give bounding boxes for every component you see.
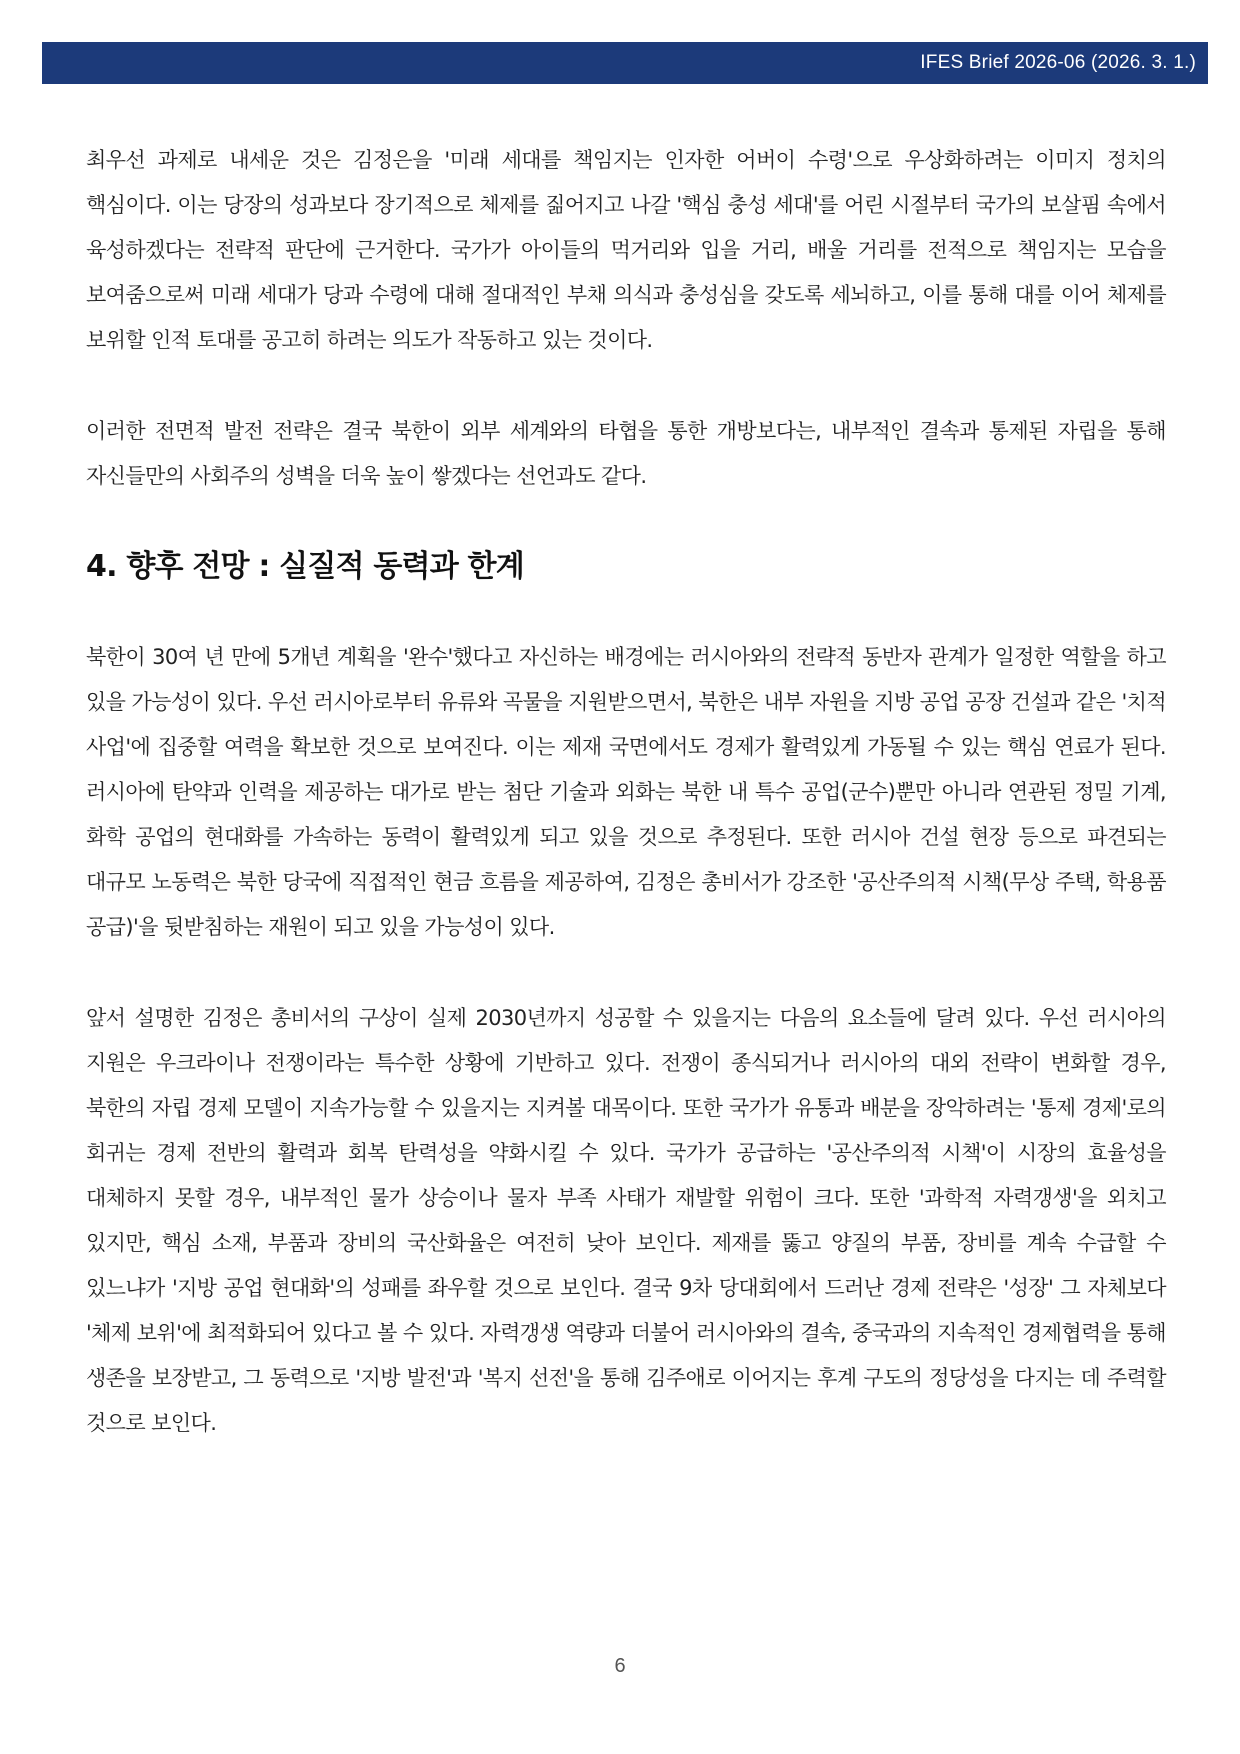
- header-bar: [42, 42, 1208, 84]
- body-paragraph: 이러한 전면적 발전 전략은 결국 북한이 외부 세계와의 타협을 통한 개방보다는, 내부적인 결속과 통제된 자립을 통해 자신들만의 사회주의 성벽을 더욱 높이 쌓겠다는 선언과도 같다.: [86, 419, 1166, 488]
- body-paragraph: 최우선 과제로 내세운 것은 김정은을 '미래 세대를 책임지는 인자한 어버이 수령'으로 우상화하려는 이미지 정치의 핵심이다. 이는 당장의 성과보다 장기적으로 체제를 짊어지고 나갈 '핵심 충성 세대'를 어린 시절부터 국가의 보살핌 속에서 육성하겠다는 전략적 판단에 근거한다. 국가가 아이들의 먹거리와 입을 거리, 배울 거리를 전적으로 책임지는 모습을 보여줌으로써 미래 세대가 당과 수령에 대해 절대적인 부채 의식과 충성심을 갖도록 세뇌하고, 이를 통해 대를 이어 체제를 보위할 인적 토대를 공고히 하려는 의도가 작동하고 있는 것이다.: [86, 148, 1166, 352]
- body-paragraph: 앞서 설명한 김정은 총비서의 구상이 실제 2030년까지 성공할 수 있을지는 다음의 요소들에 달려 있다. 우선 러시아의 지원은 우크라이나 전쟁이라는 특수한 상황에 기반하고 있다. 전쟁이 종식되거나 러시아의 대외 전략이 변화할 경우, 북한의 자립 경제 모델이 지속가능할 수 있을지는 지켜볼 대목이다. 또한 국가가 유통과 배분을 장악하려는 '통제 경제'로의 회귀는 경제 전반의 활력과 회복 탄력성을 약화시킬 수 있다. 국가가 공급하는 '공산주의적 시책'이 시장의 효율성을 대체하지 못할 경우, 내부적인 물가 상승이나 물자 부족 사태가 재발할 위험이 크다. 또한 '과학적 자력갱생'을 외치고 있지만, 핵심 소재, 부품과 장비의 국산화율은 여전히 낮아 보인다. 제재를 뚫고 양질의 부품, 장비를 계속 수급할 수 있느냐가 '지방 공업 현대화'의 성패를 좌우할 것으로 보인다. 결국 9차 당대회에서 드러난 경제 전략은 '성장' 그 자체보다 '체제 보위'에 최적화되어 있다고 볼 수 있다. 자력갱생 역량과 더불어 러시아와의 결속, 중국과의 지속적인 경제협력을 통해 생존을 보장받고, 그 동력으로 '지방 발전'과 '복지 선전'을 통해 김주애로 이어지는 후계 구도의 정당성을 다지는 데 주력할 것으로 보인다.: [86, 1006, 1166, 1435]
- page-number: 6: [614, 1655, 626, 1677]
- document-body: [86, 138, 1166, 1446]
- section-heading: 4. 향후 전망 : 실질적 동력과 한계: [86, 549, 524, 584]
- brief-label: IFES Brief 2026-06 (2026. 3. 1.): [920, 52, 1196, 73]
- body-paragraph: 북한이 30여 년 만에 5개년 계획을 '완수'했다고 자신하는 배경에는 러시아와의 전략적 동반자 관계가 일정한 역할을 하고 있을 가능성이 있다. 우선 러시아로부터 유류와 곡물을 지원받으면서, 북한은 내부 자원을 지방 공업 공장 건설과 같은 '치적 사업'에 집중할 여력을 확보한 것으로 보여진다. 이는 제재 국면에서도 경제가 활력있게 가동될 수 있는 핵심 연료가 된다. 러시아에 탄약과 인력을 제공하는 대가로 받는 첨단 기술과 외화는 북한 내 특수 공업(군수)뿐만 아니라 연관된 정밀 기계, 화학 공업의 현대화를 가속하는 동력이 활력있게 되고 있을 것으로 추정된다. 또한 러시아 건설 현장 등으로 파견되는 대규모 노동력은 북한 당국에 직접적인 현금 흐름을 제공하여, 김정은 총비서가 강조한 '공산주의적 시책(무상 주택, 학용품 공급)'을 뒷받침하는 재원이 되고 있을 가능성이 있다.: [86, 645, 1166, 939]
